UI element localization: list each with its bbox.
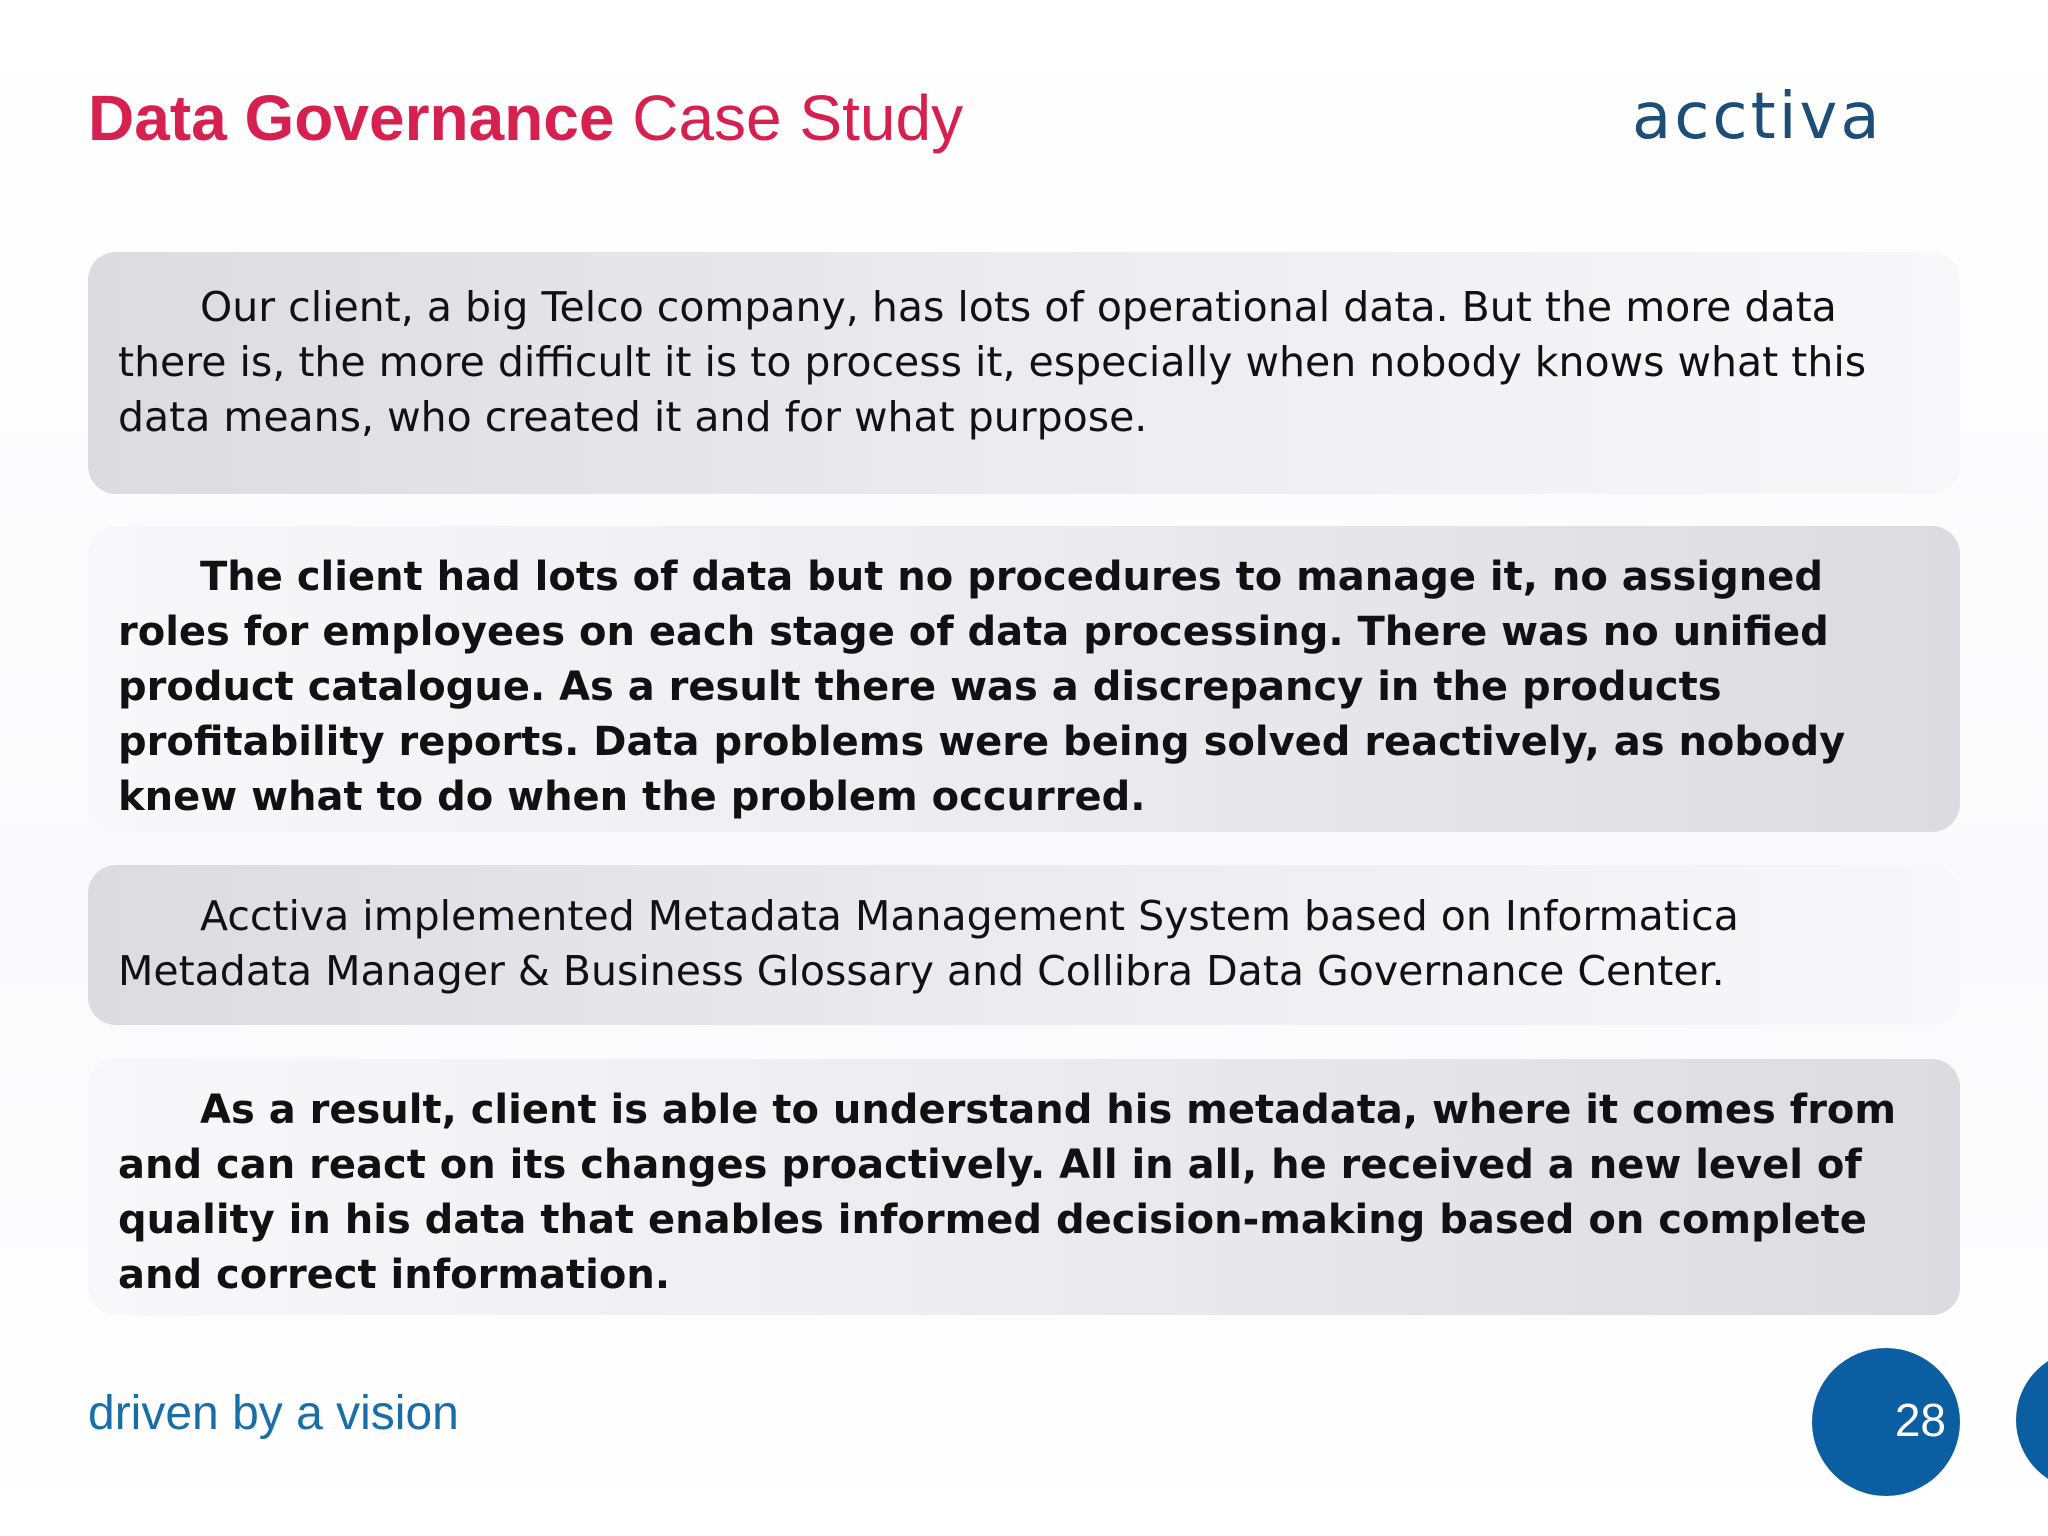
title-regular-part: Case Study	[614, 82, 964, 154]
paragraph-solution: Acctiva implemented Metadata Management System based on Informatica Metadata Manager & Business Glossary and Collibra Data Governance Center.	[118, 892, 1739, 995]
acctiva-logo	[1632, 82, 1962, 152]
footer-tagline: driven by a vision	[88, 1387, 459, 1440]
paragraph-client: Our client, a big Telco company, has lots of operational data. But the more data there is, the more difficult it is to process it, especially when nobody knows what this data means, who created it and for what purpose.	[118, 283, 1867, 441]
paragraph-box-client	[88, 252, 1960, 494]
page-number: 28	[1894, 1394, 1946, 1446]
page-number-badge	[1812, 1348, 1960, 1496]
slide-title	[88, 78, 963, 158]
paragraph-box-solution	[88, 865, 1960, 1025]
paragraph-box-result	[88, 1059, 1960, 1315]
paragraph-problem: The client had lots of data but no procedures to manage it, no assigned roles for employees on each stage of data processing. There was no unified product catalogue. As a result there was a discrepancy in the products profitability reports. Data problems were being solved reactively, as nobody knew what to do when the problem occurred.	[118, 554, 1846, 820]
paragraph-box-problem	[88, 526, 1960, 832]
paragraph-result: As a result, client is able to understand his metadata, where it comes from and can react on its changes proactively. All in all, he received a new level of quality in his data that enables informed decision-making based on complete and correct information.	[118, 1087, 1897, 1298]
logo-text: acctiva	[1632, 82, 1883, 152]
decorative-circle	[2016, 1350, 2048, 1490]
title-bold-part: Data Governance	[88, 82, 615, 154]
